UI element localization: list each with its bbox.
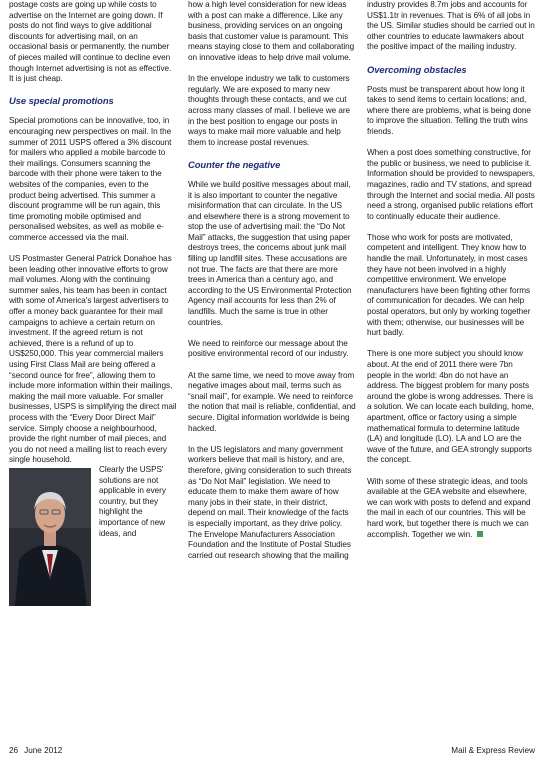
- paragraph: At the same time, we need to move away from negative images about mail, terms such as “snail mail”, for example. We need to reinforce the notion that mail is reliable, confidential, and secure. Digital information worldwide is being hacked.: [188, 370, 356, 433]
- article-column-2: [188, 0, 356, 735]
- paragraph-text: With some of these strategic ideas, and tools available at the GEA website and elsewhere, we can work with posts to defend and expand the mail in each of our countries. This will be hard work, but together there is much we can accomplish. Together we win.: [367, 476, 531, 539]
- portrait-photo: [9, 468, 91, 606]
- paragraph: When a post does something constructive, for the public or business, we need to publicise it. Information should be provided to newspapers, magazines, radio and TV stations, and spread through the Internet and social media. All posts need a strong, organised public relations effort to continually educate their audience.: [367, 148, 535, 221]
- paragraph: We need to reinforce our message about the positive environmental record of our industry.: [188, 338, 349, 359]
- photo-text-block: [9, 465, 177, 608]
- page-number: 26: [9, 746, 19, 755]
- paragraph: Posts must be transparent about how long it takes to send items to certain locations; and, where there are problems, what is being done to improve the situation. Telling the truth wins friends.: [367, 84, 531, 136]
- paragraph: postage costs are going up while costs to advertise on the Internet are going down. If posts do not find ways to give additional discounts for advertising mail, on an occasional basis or permanently, the number of pieces mailed will continue to decline even though Internet advertising is not as effective. It is just cheap.: [9, 0, 172, 84]
- paragraph: In the envelope industry we talk to customers regularly. We are exposed to many new thoughts through these contacts, and we cut across many classes of mail. I believe we are in the best position to engage our posts in ways to make mail more valuable and help them to increase postal revenues.: [188, 74, 351, 147]
- paragraph: Special promotions can be innovative, too, in encouraging new perspectives on mail. In the summer of 2011 USPS offered a 3% discount for mailers who applied a mobile barcode to their mailings. Consumers scanning the barcode with their phone were taken to the websites of the companies, even to the product being advertised. This summer a discount programme will be run again, this time promoting mobile optimised and personalised websites, as well as mobile e-commerce accessed via the mail.: [9, 116, 172, 242]
- article-column-3: [367, 0, 535, 735]
- paragraph: While we build positive messages about mail, it is also important to counter the negative misinformation that can circulate. In the US and elsewhere there is a strong movement to stop the use of advertising mail: the “Do Not Mail” attacks, the suggestion that using paper destroys trees, the concerns about junk mail filling up landfill sites. These accusations are not true. The facts are that there are more trees in America than a century ago, and according to the US Environmental Protection Agency mail accounts for less than 2% of landfills. Much the same is true in other countries.: [188, 179, 352, 327]
- page-footer: [9, 745, 535, 759]
- final-paragraph: [367, 477, 535, 541]
- publication-name: Mail & Express Review: [451, 746, 535, 755]
- paragraph: There is one more subject you should know about. At the end of 2011 there were 7bn people in the world: 4bn do not have an address. The biggest problem for many posts around the globe is wrong addresses. There is a solution. We can locate each building, home, apartment, office or factory using a simple mathematical formula to determine latitude (LA) and longitude (LO). LA and LO are the wave of the future, and GEA strongly supports the concept.: [367, 349, 534, 465]
- footer-folio: [9, 745, 62, 757]
- portrait-photo-icon: [9, 468, 91, 606]
- paragraph: industry provides 8.7m jobs and accounts for US$1.1tr in revenues. That is 6% of all jobs in the US. Similar studies should be carried out in other countries to educate lawmakers about the positive impact of the mailing industry.: [367, 0, 535, 52]
- end-of-article-icon: [477, 531, 483, 537]
- paragraph: US Postmaster General Patrick Donahoe has been leading other innovative efforts to grow mail volumes. Along with the continuing summer sales, his team has been in contact with some of America's largest advertisers to offer a money back guarantee for their mail campaigns to achieve a certain return on investment. If the agreed return is not achieved, there is a refund of up to US$250,000. This year commercial mailers using First Class Mail are being offered a “second ounce for free”, allowing them to include more information within their mailings, making the mail more valuable. For smaller businesses, USPS is simplifying the direct mail process with the “Every Door Direct Mail” service. Simply choose a neighbourhood, provide the right number of mail pieces, and you do not need a mailing list to reach every single household.: [9, 254, 177, 465]
- paragraph: In the US legislators and many government workers believe that mail is history, and are, therefore, giving consideration to such threats as “Do Not Mail” legislation. We need to educate them to make them aware of how many jobs in their state, in their district, depend on mail. Their knowledge of the facts is especially important, as they drive policy. The Envelope Manufacturers Association Foundation and the Institute of Postal Studies carried out research showing that the mailing: [188, 444, 352, 560]
- section-heading: Overcoming obstacles: [367, 63, 467, 75]
- section-heading: Use special promotions: [9, 95, 114, 107]
- paragraph: Clearly the USPS' solutions are not applicable in every country, but they highlight the importance of new ideas, and: [99, 464, 166, 538]
- issue-date: June 2012: [24, 746, 63, 755]
- paragraph: how a high level consideration for new ideas with a post can make a difference. Like any business, providing services on an ongoing basis that customer value is paramount. This means staying close to them and collaborating on innovative ideas to help drive mail volume.: [188, 0, 355, 62]
- paragraph: Those who work for posts are motivated, competent and intelligent. They know how to handle the mail. Unfortunately, in most cases they have not been involved in a highly competitive environment. We envelope manufacturers have been fighting other forms of communication for decades. We can help postal operators, but only by working together with them; otherwise, our businesses will be hurt badly.: [367, 232, 531, 338]
- section-heading: Counter the negative: [188, 158, 281, 170]
- article-column-1: [9, 0, 177, 735]
